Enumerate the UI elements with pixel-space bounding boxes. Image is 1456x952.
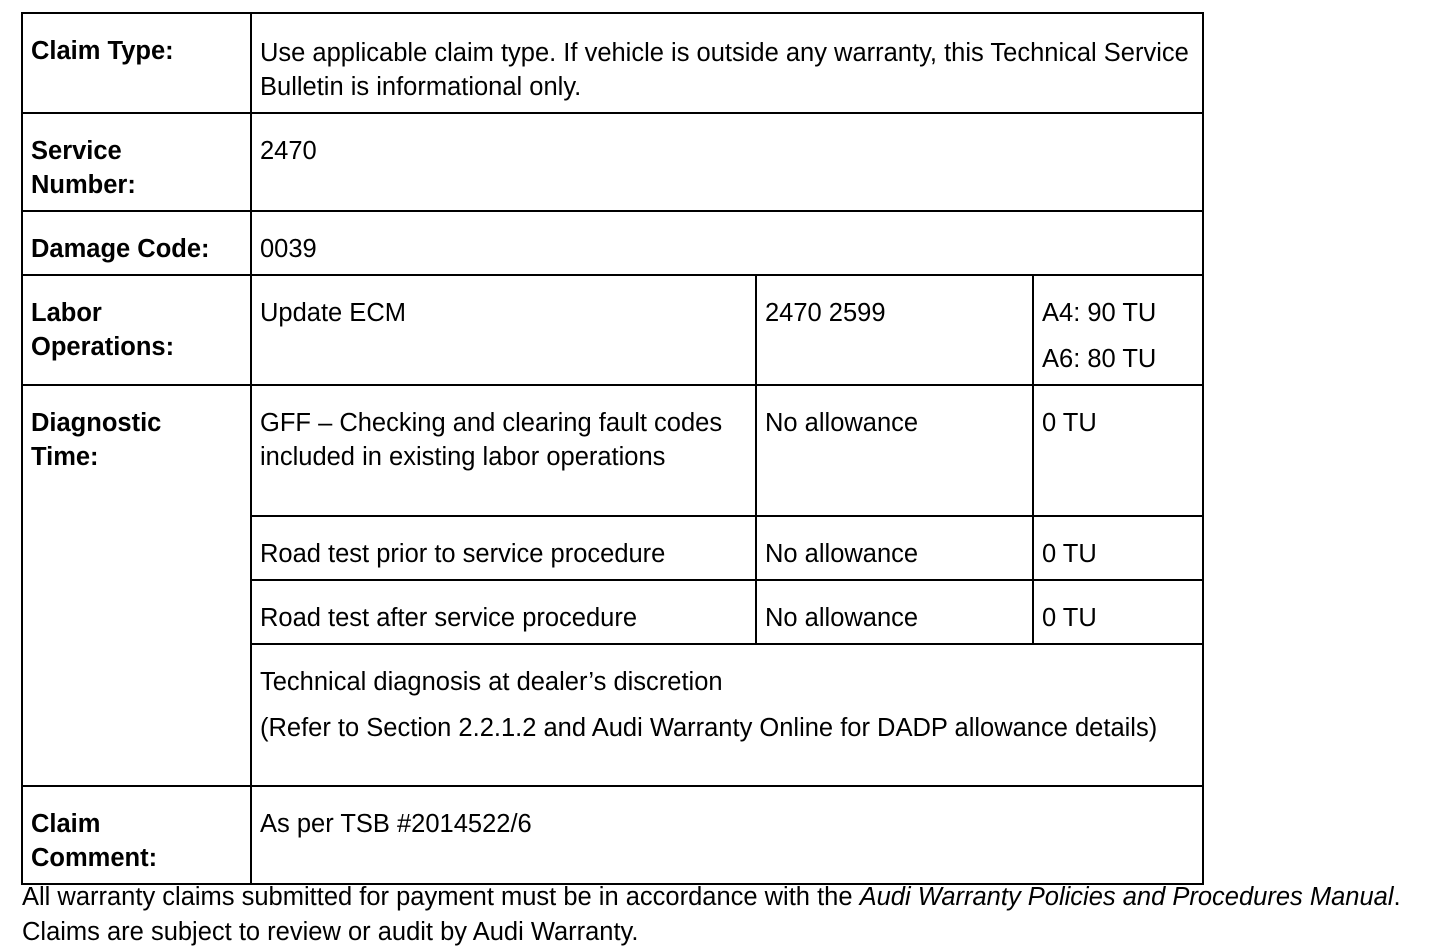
row-service-number	[22, 113, 1203, 211]
row-labor-operations	[22, 275, 1203, 385]
service-number-value: 2470	[251, 113, 1203, 211]
row-diagnostic-gff	[22, 385, 1203, 516]
row-claim-type	[22, 13, 1203, 113]
claim-comment-value: As per TSB #2014522/6	[251, 786, 1203, 884]
labor-operation-description: Update ECM	[251, 275, 756, 385]
diagnostic-time-value: 0 TU	[1033, 516, 1203, 580]
diagnostic-time-value: 0 TU	[1033, 385, 1203, 516]
row-damage-code	[22, 211, 1203, 275]
technical-diagnosis-reference: (Refer to Section 2.2.1.2 and Audi Warranty Online for DADP allowance details)	[260, 714, 1158, 742]
damage-code-value: 0039	[251, 211, 1203, 275]
manual-title: Audi Warranty Policies and Procedures Manual	[859, 883, 1394, 911]
damage-code-label: Damage Code:	[22, 211, 251, 275]
service-number-label: Service Number:	[22, 113, 251, 211]
warranty-footnote: All warranty claims submitted for payment must be in accordance with the Audi Warranty Policies and Procedures Manual. Claims are subject to review or audit by Audi Warranty.	[22, 883, 1401, 946]
labor-operation-time	[1033, 275, 1203, 385]
diagnostic-description: GFF – Checking and clearing fault codes included in existing labor operations	[251, 385, 756, 516]
labor-operation-code: 2470 2599	[756, 275, 1033, 385]
technical-diagnosis-cell	[251, 644, 1203, 786]
claim-type-value: Use applicable claim type. If vehicle is outside any warranty, this Technical Service Bulletin is informational only.	[251, 13, 1203, 113]
row-claim-comment	[22, 786, 1203, 884]
labor-time-a4: A4: 90 TU	[1042, 299, 1157, 327]
diagnostic-allowance: No allowance	[756, 580, 1033, 644]
diagnostic-time-label: Diagnostic Time:	[22, 385, 251, 786]
warranty-claim-table	[21, 12, 1204, 885]
diagnostic-description: Road test prior to service procedure	[251, 516, 756, 580]
technical-diagnosis-text: Technical diagnosis at dealer’s discretion	[260, 668, 723, 696]
labor-time-a6: A6: 80 TU	[1042, 345, 1157, 373]
diagnostic-allowance: No allowance	[756, 516, 1033, 580]
diagnostic-allowance: No allowance	[756, 385, 1033, 516]
claim-type-label: Claim Type:	[22, 13, 251, 113]
diagnostic-description: Road test after service procedure	[251, 580, 756, 644]
labor-operations-label: Labor Operations:	[22, 275, 251, 385]
claim-comment-label: Claim Comment:	[22, 786, 251, 884]
diagnostic-time-value: 0 TU	[1033, 580, 1203, 644]
